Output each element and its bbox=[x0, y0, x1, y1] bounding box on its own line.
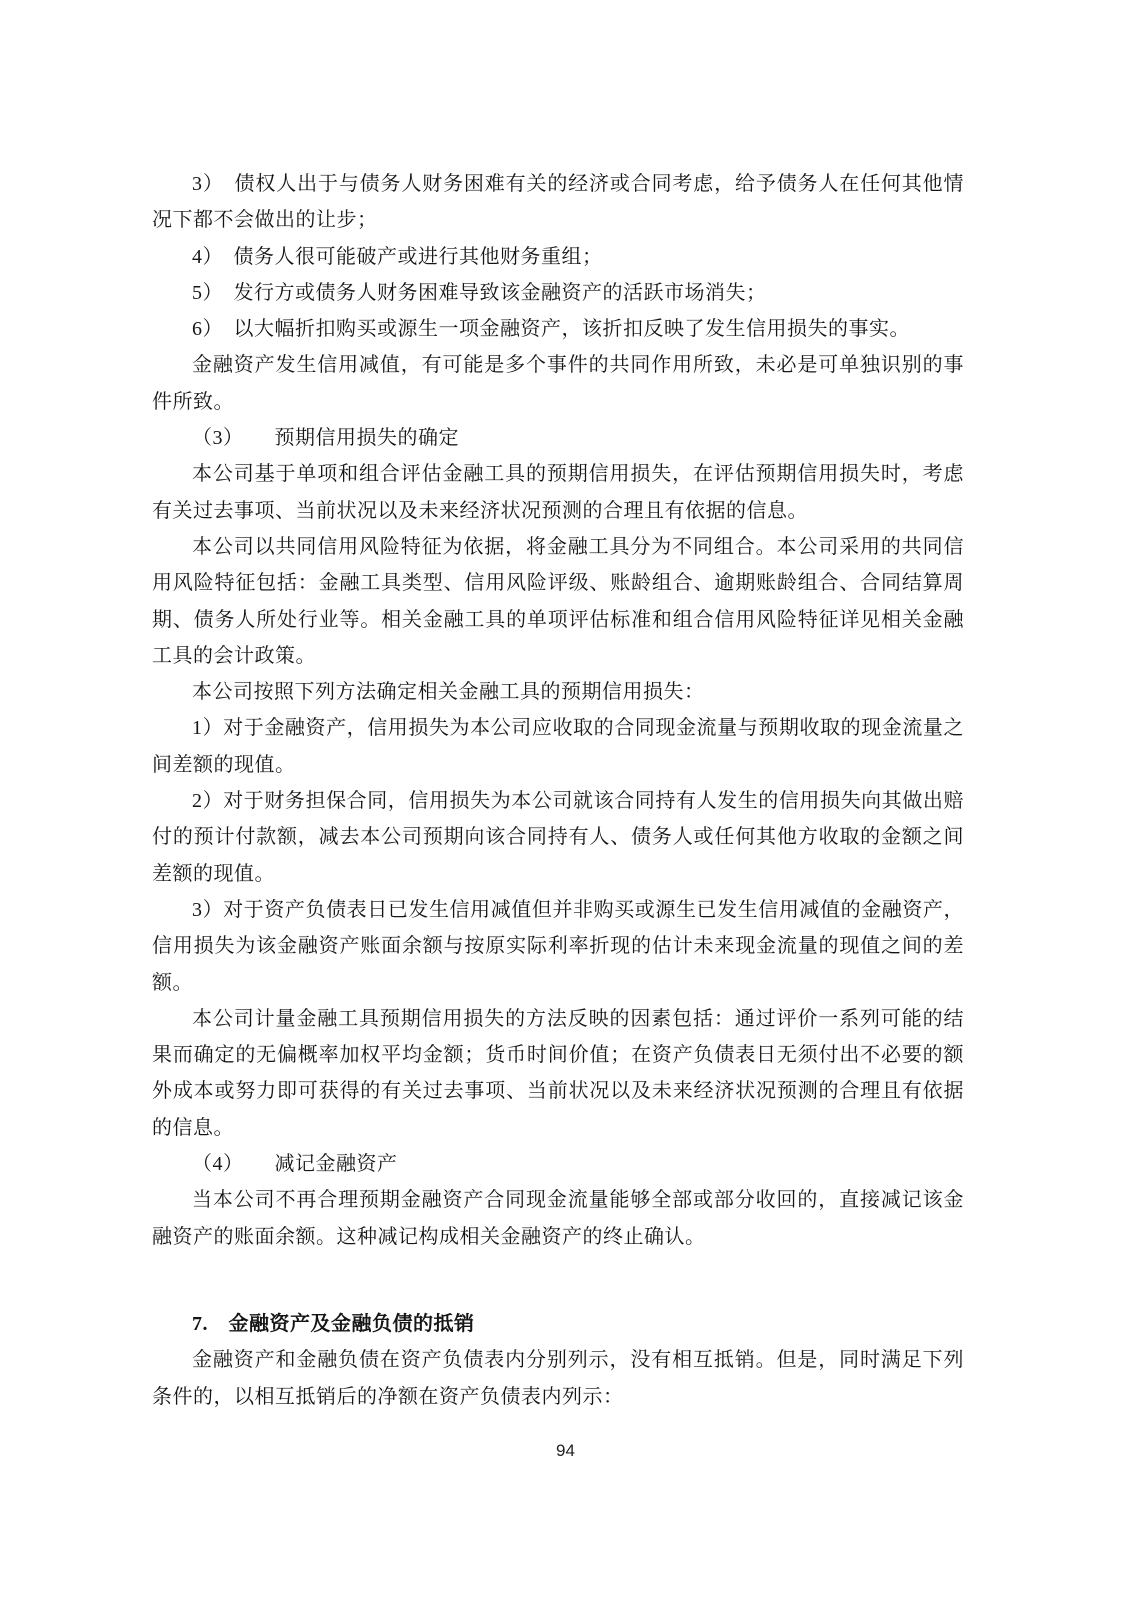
paragraph-ecl-assessment: 本公司基于单项和组合评估金融工具的预期信用损失，在评估预期信用损失时，考虑有关过去事项、当前状况以及未来经济状况预测的合理且有依据的信息。 bbox=[152, 463, 964, 522]
paragraph-impairment-causes: 金融资产发生信用减值，有可能是多个事件的共同作用所致，未必是可单独识别的事件所致。 bbox=[152, 354, 964, 413]
paragraph-write-down: 当本公司不再合理预期金融资产合同现金流量能够全部或部分收回的，直接减记该金融资产的账面余额。这种减记构成相关金融资产的终止确认。 bbox=[152, 1189, 964, 1248]
paragraph-credit-risk-features: 本公司以共同信用风险特征为依据，将金融工具分为不同组合。本公司采用的共同信用风险特征包括：金融工具类型、信用风险评级、账龄组合、逾期账龄组合、合同结算周期、债务人所处行业等。相关金融工具的单项评估标准和组合信用风险特征详见相关金融工具的会计政策。 bbox=[152, 535, 964, 667]
paragraph-ecl-methods-intro: 本公司按照下列方法确定相关金融工具的预期信用损失： bbox=[192, 681, 705, 704]
list-item-method-2: 2）对于财务担保合同，信用损失为本公司就该合同持有人发生的信用损失向其做出赔付的预计付款额，减去本公司预期向该合同持有人、债务人或任何其他方收取的金额之间差额的现值。 bbox=[152, 790, 964, 885]
document-body bbox=[152, 166, 964, 1415]
list-item-method-3: 3）对于资产负债表日已发生信用减值但并非购买或源生已发生信用减值的金融资产，信用损失为该金融资产账面余额与按原实际利率折现的估计未来现金流量的现值之间的差额。 bbox=[152, 898, 964, 994]
paragraph-ecl-measurement-factors: 本公司计量金融工具预期信用损失的方法反映的因素包括：通过评价一系列可能的结果而确定的无偏概率加权平均金额；货币时间价值；在资产负债表日无须付出不必要的额外成本或努力即可获得的有关过去事项、当前状况以及未来经济状况预测的合理且有依据的信息。 bbox=[152, 1007, 964, 1139]
subsection-heading-3: （3） 预期信用损失的确定 bbox=[192, 427, 459, 450]
list-item-3: 3） 债权人出于与债务人财务困难有关的经济或合同考虑，给予债务人在任何其他情况下都不会做出的让步； bbox=[152, 173, 964, 232]
subsection-heading-4: （4） 减记金融资产 bbox=[192, 1153, 398, 1176]
list-item-4: 4） 债务人很可能破产或进行其他财务重组； bbox=[192, 245, 603, 268]
list-item-6: 6） 以大幅折扣购买或源生一项金融资产，该折扣反映了发生信用损失的事实。 bbox=[192, 318, 910, 341]
section-heading-7-offsetting: 7. 金融资产及金融负债的抵销 bbox=[192, 1312, 475, 1335]
list-item-5: 5） 发行方或债务人财务困难导致该金融资产的活跃市场消失； bbox=[192, 281, 767, 304]
page-number: 94 bbox=[556, 1441, 575, 1460]
list-item-method-1: 1）对于金融资产，信用损失为本公司应收取的合同现金流量与预期收取的现金流量之间差额的现值。 bbox=[152, 717, 964, 776]
paragraph-offsetting-intro: 金融资产和金融负债在资产负债表内分别列示，没有相互抵销。但是，同时满足下列条件的，以相互抵销后的净额在资产负债表内列示： bbox=[152, 1349, 964, 1408]
